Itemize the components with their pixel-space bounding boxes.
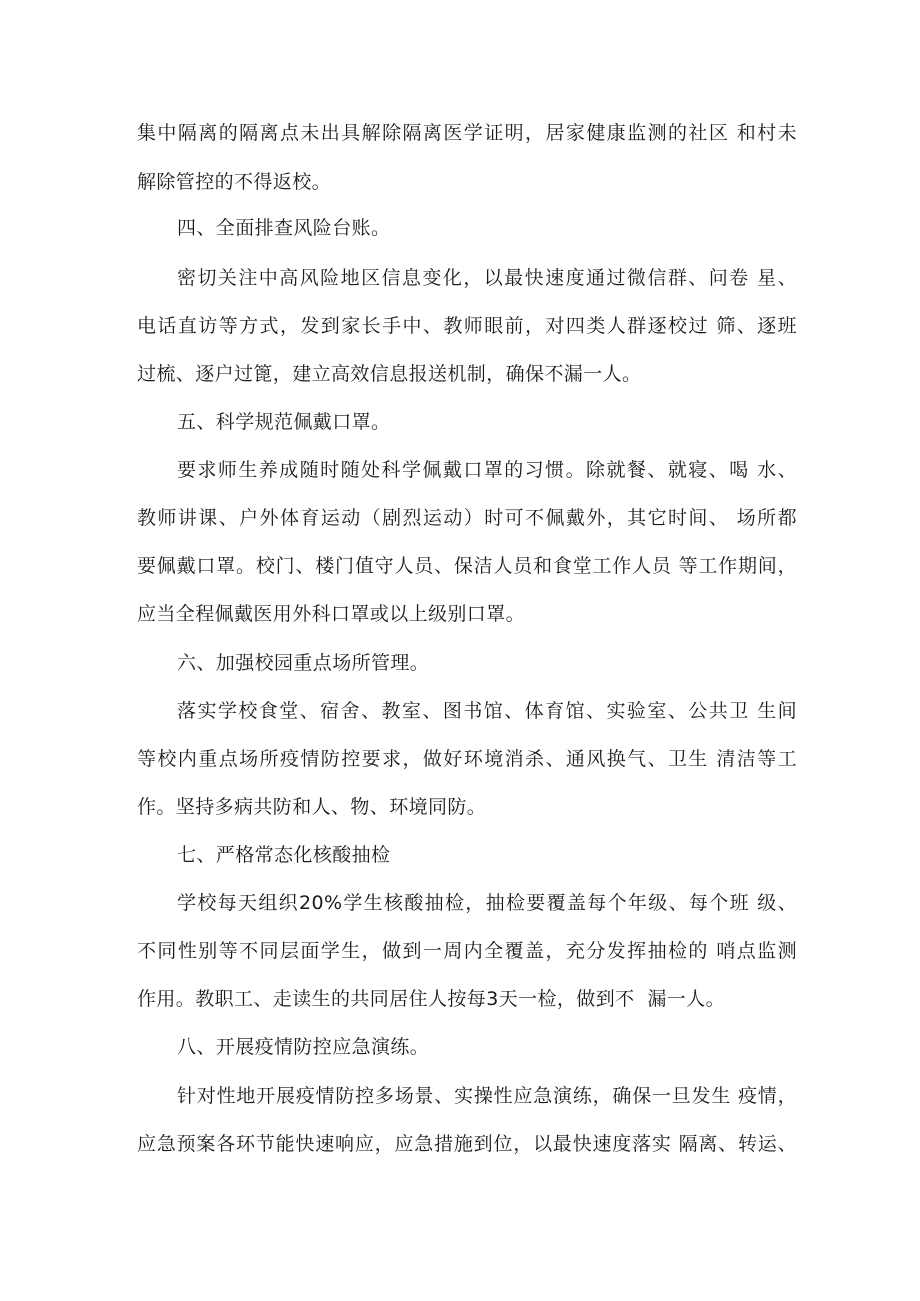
section-heading-4: 四、全面排查风险台账。 [177, 217, 391, 239]
paragraph-line: 集中隔离的隔离点未出具解除隔离医学证明，居家健康监测的社区 和村未 [137, 122, 797, 144]
paragraph-line: 等校内重点场所疫情防控要求，做好环境消杀、通风换气、卫生 清洁等工 [137, 748, 797, 770]
paragraph-line: 教师讲课、户外体育运动（剧烈运动）时可不佩戴外，其它时间、 场所都 [137, 507, 797, 529]
paragraph-line: 电话直访等方式，发到家长手中、教师眼前，对四类人群逐校过 筛、逐班 [137, 315, 797, 337]
paragraph-line: 应当全程佩戴医用外科口罩或以上级别口罩。 [137, 603, 526, 625]
section-heading-5: 五、科学规范佩戴口罩。 [177, 411, 391, 433]
paragraph-line: 作。坚持多病共防和人、物、环境同防。 [137, 796, 487, 818]
paragraph-line: 学校每天组织20%学生核酸抽检，抽检要覆盖每个年级、每个班 级、 [177, 892, 797, 914]
paragraph-line: 要佩戴口罩。校门、楼门值守人员、保洁人员和食堂工作人员 等工作期间， [137, 555, 797, 577]
paragraph-line: 要求师生养成随时随处科学佩戴口罩的习惯。除就餐、就寝、喝 水、 [177, 459, 797, 481]
paragraph-line: 应急预案各环节能快速响应，应急措施到位，以最快速度落实 隔离、转运、 [137, 1133, 797, 1155]
paragraph-line: 过梳、逐户过篦，建立高效信息报送机制，确保不漏一人。 [137, 363, 642, 385]
paragraph-line: 作用。教职工、走读生的共同居住人按每3天一检，做到不 漏一人。 [137, 988, 725, 1010]
paragraph-line: 密切关注中高风险地区信息变化，以最快速度通过微信群、问卷 星、 [177, 267, 797, 289]
paragraph-line: 落实学校食堂、宿舍、教室、图书馆、体育馆、实验室、公共卫 生间 [177, 700, 797, 722]
paragraph-line: 针对性地开展疫情防控多场景、实操性应急演练，确保一旦发生 疫情， [177, 1085, 797, 1107]
paragraph-line: 不同性别等不同层面学生，做到一周内全覆盖，充分发挥抽检的 哨点监测 [137, 940, 797, 962]
section-heading-7: 七、严格常态化核酸抽检 [177, 844, 391, 866]
section-heading-8: 八、开展疫情防控应急演练。 [177, 1036, 430, 1058]
paragraph-line: 解除管控的不得返校。 [137, 171, 332, 193]
section-heading-6: 六、加强校园重点场所管理。 [177, 652, 430, 674]
